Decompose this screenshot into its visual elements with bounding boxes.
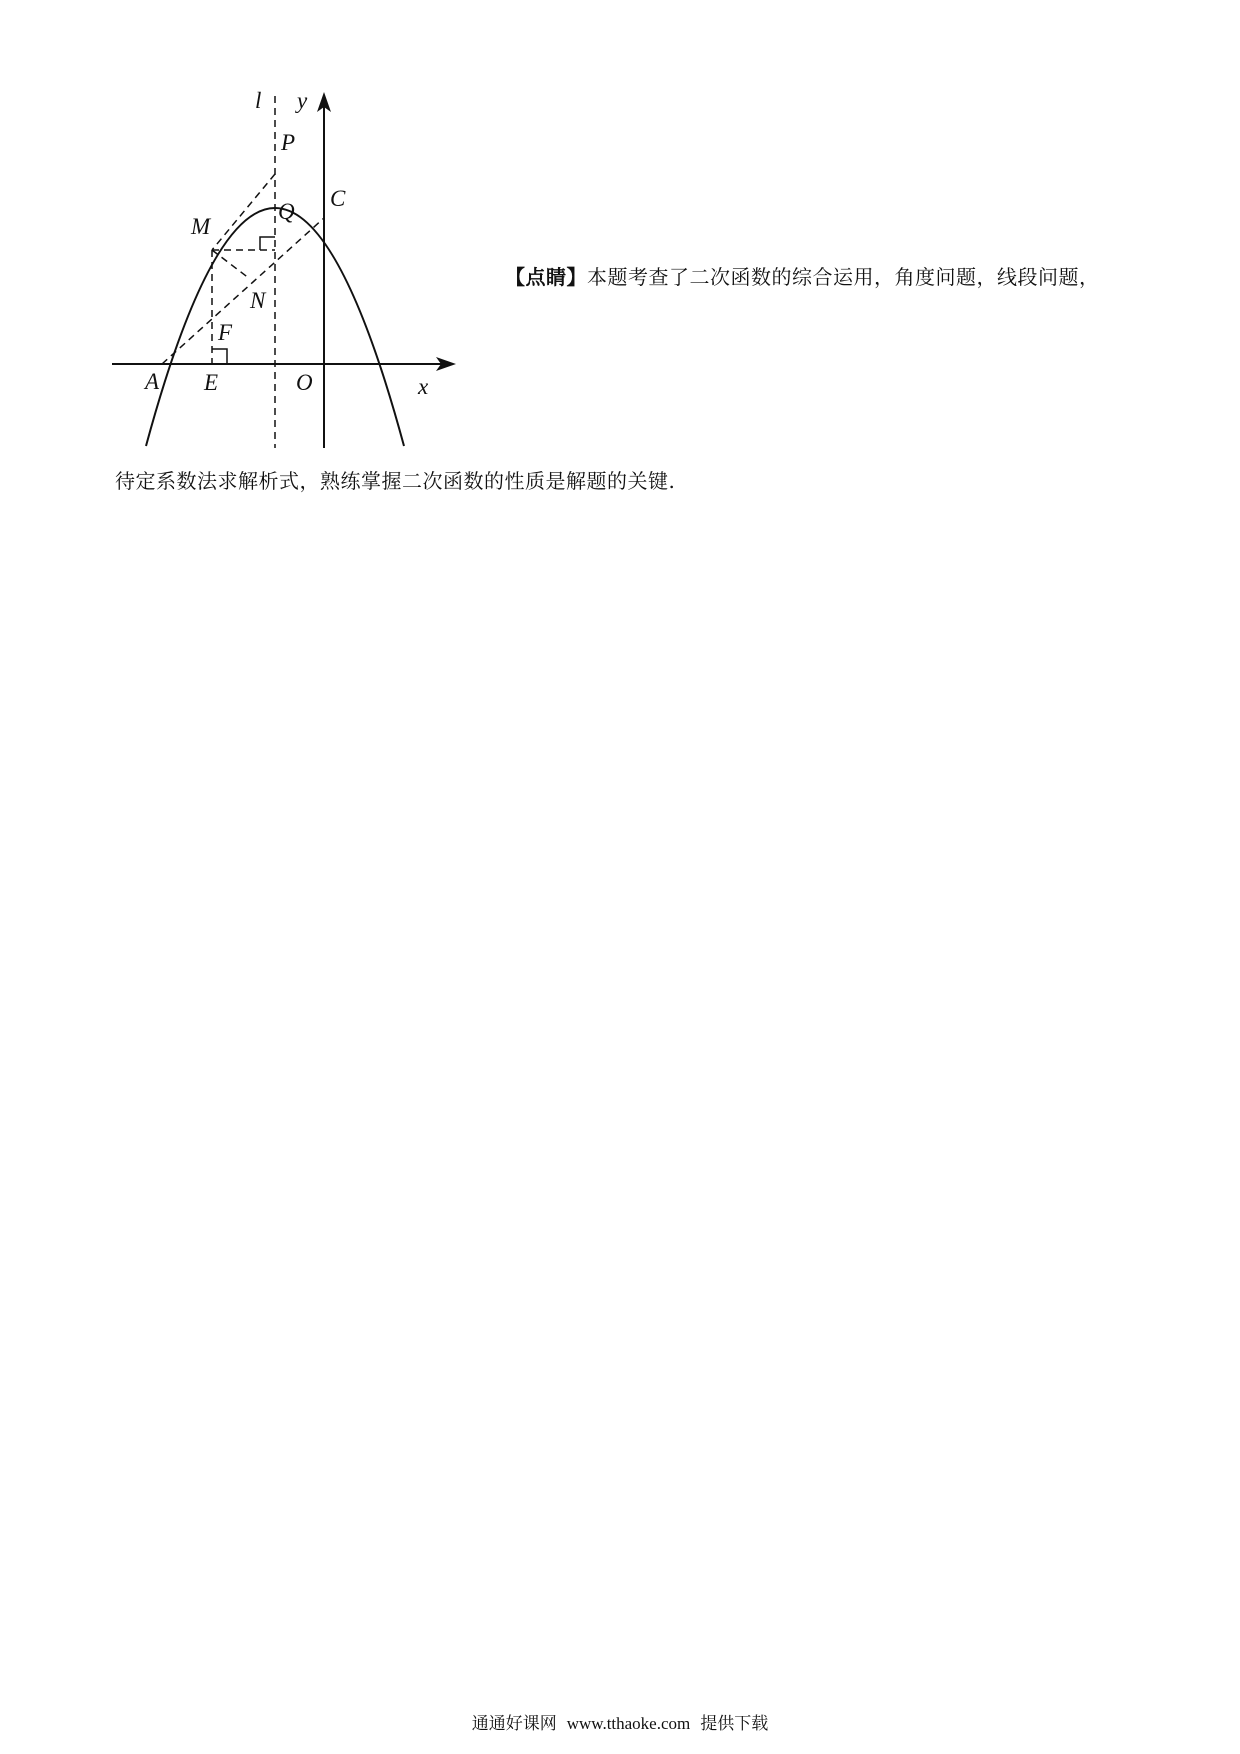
footer-name: 通通好课网	[471, 1714, 557, 1734]
comment-text-line2: 待定系数法求解析式，熟练掌握二次函数的性质是解题的关键.	[115, 469, 676, 493]
comment-text-line1: 本题考查了二次函数的综合运用，角度问题，线段问题，	[587, 265, 1100, 289]
label-o: O	[296, 370, 313, 395]
line-pm	[212, 174, 275, 250]
label-n: N	[250, 288, 266, 313]
comment-tag: 【点睛】	[505, 265, 587, 289]
footer-suffix: 提供下载	[700, 1714, 769, 1734]
label-p: P	[281, 130, 296, 155]
line-ac	[162, 218, 324, 364]
page-footer	[0, 1712, 1240, 1736]
label-m: M	[191, 214, 211, 239]
right-angle-e	[212, 349, 227, 364]
right-angle-q	[260, 237, 275, 250]
comment-second-line	[115, 466, 675, 496]
label-a: A	[145, 369, 160, 394]
footer-site: www.tthaoke.com	[566, 1714, 691, 1733]
label-f: F	[218, 320, 233, 345]
label-e: E	[204, 370, 219, 395]
label-q: Q	[278, 199, 295, 224]
parabola-figure	[100, 88, 460, 460]
comment-first-line	[505, 262, 1100, 292]
figure-svg	[100, 88, 460, 460]
label-c: C	[330, 186, 346, 211]
label-l: l	[255, 88, 262, 113]
label-x: x	[418, 374, 429, 399]
label-y: y	[297, 88, 308, 113]
